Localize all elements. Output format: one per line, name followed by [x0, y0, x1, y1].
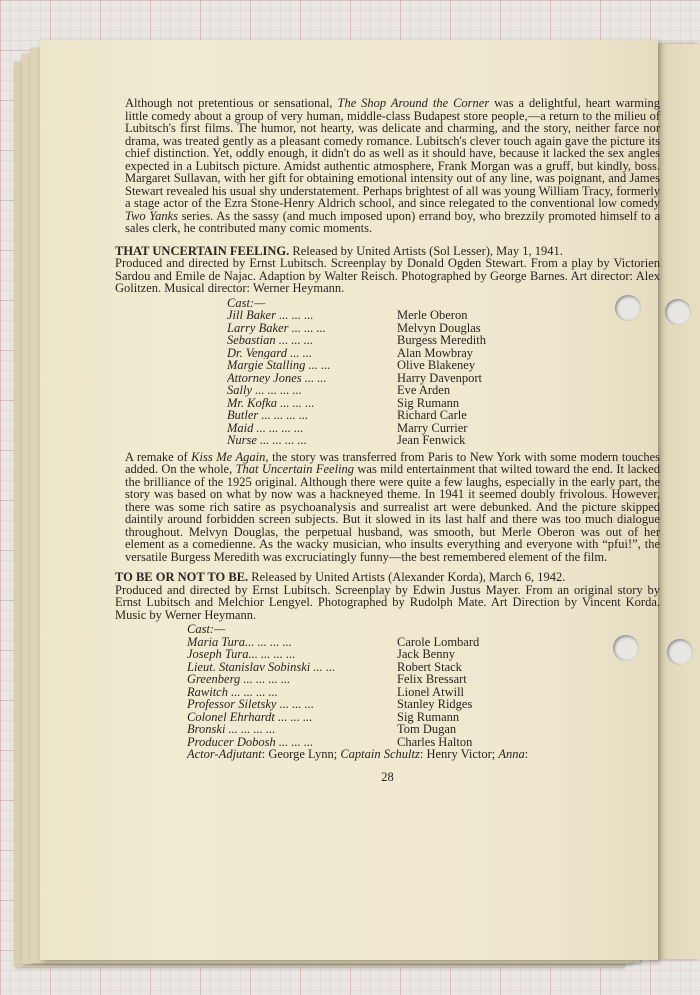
actor: Burgess Meredith — [397, 333, 486, 347]
role: Producer Dobosh ... ... ... — [187, 735, 314, 748]
cast-row — [227, 384, 660, 397]
role: Attorney Jones ... ... — [227, 371, 327, 384]
film-title: Kiss Me Again — [191, 449, 266, 464]
text-run: : — [524, 747, 529, 761]
cast-row — [227, 434, 660, 447]
role: Colonel Ehrhardt ... ... ... — [187, 710, 313, 723]
role: Larry Baker ... ... ... — [227, 321, 326, 334]
role: Maria Tura... ... ... ... — [187, 635, 292, 648]
cast-row — [227, 359, 660, 372]
actor: Richard Carle — [397, 408, 467, 422]
role: Greenberg ... ... ... ... — [187, 673, 291, 686]
role: Joseph Tura... ... ... ... — [187, 648, 296, 661]
text-run: : George Lynn; — [261, 747, 341, 761]
actor: Jean Fenwick — [397, 433, 466, 447]
credits: Produced and directed by Ernst Lubitsch. Screenplay by Donald Ogden Stewart. From a play by Victorien Sardou and Emile de Najac. Adaption by Walter Reisch. Photographed by George Barnes. Art director: Alex Golitzen. Musical director: Werner Heymann. — [115, 256, 660, 295]
actor: Merle Oberon — [397, 308, 468, 322]
cast-row — [227, 334, 660, 347]
book-page — [40, 40, 661, 960]
actor: Tom Dugan — [397, 722, 457, 736]
film-heading-title: THAT UNCERTAIN FEELING. — [115, 243, 290, 258]
text-run: was mild entertainment that wilted toward the end. It lacked the brilliance of the 1925 original. Although there were quite a few laughs, especially in the early part, the story was based on what by now was a hackneyed theme. In 1941 it seemed doubly frivolous. However, there was some rich satire as psychoanalysis and surrealist art were debunked. And the picture skipped daintily around forbidden screen subjects. But it slowed in its last half and there was too much dialogue throughout. Melvyn Douglas, the perpetual husband, was smooth, but Merle Oberon was out of her element as a comedienne. As the wacky musician, who insults everything and everyone with “pfui!”, the versatile Burgess Meredith was excruciatingly funny—the best remembered element of the film. — [125, 462, 660, 564]
role: Captain Schultz — [340, 747, 420, 761]
actor: Jack Benny — [397, 647, 455, 661]
role: Nurse ... ... ... ... — [227, 434, 307, 447]
cast-row — [187, 673, 660, 686]
actor: Robert Stack — [397, 659, 462, 674]
credits: Produced and directed by Ernst Lubitsch. Screenplay by Edwin Justus Mayer. From an original story by Ernst Lubitsch and Melchior Lengyel. Photographed by Rudolph Mate. Art Direction by Vincent Korda. Music by Werner Heymann. — [115, 582, 660, 622]
role: Dr. Vengard ... ... — [227, 346, 312, 359]
actor: Charles Halton — [397, 734, 473, 749]
actor: Felix Bressart — [397, 672, 467, 686]
punch-hole — [667, 639, 693, 665]
cast-list — [115, 623, 660, 761]
role: Jill Baker ... ... ... — [227, 309, 314, 322]
role: Maid ... ... ... ... — [227, 421, 304, 434]
text-run: Although not pretentious or sensational, — [125, 96, 338, 110]
role: Lieut. Stanislav Sobinski ... ... — [187, 660, 336, 673]
role: Actor-Adjutant — [187, 747, 262, 761]
role: Anna — [498, 747, 525, 761]
actor: Marry Currier — [397, 420, 468, 435]
text-run: was a delightful, heart warming little comedy about a group of very human, middle-class Budapest store people,—a return to the milieu of Lubitsch's first films. The humor, not hearty, was delicate and charming, and the story, neither farce nor drama, was treated gently as a pleasant comedy romance. Lubitsch's clever touch again gave the picture its chief distinction. Yet, oddly enough, it didn't do as well as it should have, because it lacked the sex angles expected in a Lubitsch picture. Amidst authentic atmosphere, Frank Morgan was a gruff, but kindly, boss. Margaret Sullavan, with her gift for obtaining emotional intensity out of any line, was poignant, and James Stewart revealed his usual shy understatement. Perhaps brightest of all was young William Tracy, formerly a stage actor of the Ezra Stone-Henry Aldrich school, and since relegated to the conventional low comedy — [125, 96, 660, 210]
film-title: Two Yanks — [125, 208, 178, 223]
film-title: That Uncertain Feeling — [235, 462, 355, 476]
release-info: Released by United Artists (Alexander Korda), March 6, 1942. — [248, 570, 566, 584]
text-run: , the story was transferred from Paris to New York with some modern touches added. On the whole, — [125, 449, 661, 476]
cast-row — [187, 648, 660, 661]
role: Sally ... ... ... ... — [227, 384, 302, 397]
page-text — [115, 97, 660, 783]
role: Margie Stalling ... ... — [227, 359, 331, 372]
role: Butler ... ... ... ... — [227, 409, 309, 422]
actor: Sig Rumann — [397, 395, 460, 410]
cast-row — [227, 409, 660, 422]
actor: Sig Rumann — [397, 709, 460, 724]
role: Rawitch ... ... ... ... — [187, 685, 278, 698]
cast-row — [187, 698, 660, 711]
actor: Harry Davenport — [397, 370, 483, 385]
page-number: 28 — [381, 769, 394, 784]
text-run: series. As the sassy (and much imposed upon) errand boy, who brezzily promoted himself to a sales clerk, he contributed many comic moments. — [125, 208, 660, 235]
review-paragraph — [115, 451, 660, 564]
cast-final-line — [187, 748, 660, 761]
cast-list — [115, 297, 660, 447]
film-heading — [115, 571, 660, 584]
cast-label: Cast:— — [227, 295, 266, 310]
punch-hole — [665, 299, 691, 325]
film-heading-title: TO BE OR NOT TO BE. — [115, 570, 249, 584]
intro-paragraph — [115, 97, 660, 235]
actor: Carole Lombard — [397, 634, 480, 649]
role: Bronski ... ... ... ... — [187, 723, 276, 736]
book-spine — [655, 44, 700, 959]
text-run: A remake of — [125, 449, 192, 464]
cast-label: Cast:— — [187, 622, 226, 636]
actor: Alan Mowbray — [397, 345, 474, 360]
role: Mr. Kofka ... ... ... — [227, 396, 315, 409]
release-info: Released by United Artists (Sol Lesser), May 1, 1941. — [289, 243, 563, 258]
film-title: The Shop Around the Corner — [337, 96, 490, 110]
actor: Lionel Atwill — [397, 684, 465, 699]
role: Sebastian ... ... ... — [227, 334, 314, 347]
actor: Olive Blakeney — [397, 358, 476, 372]
cast-row — [227, 309, 660, 322]
actor: Stanley Ridges — [397, 697, 473, 711]
actor: Melvyn Douglas — [397, 320, 481, 335]
text-run: : Henry Victor; — [419, 747, 499, 761]
role: Professor Siletsky ... ... ... — [187, 698, 314, 711]
cast-row — [187, 723, 660, 736]
actor: Eve Arden — [397, 383, 451, 397]
